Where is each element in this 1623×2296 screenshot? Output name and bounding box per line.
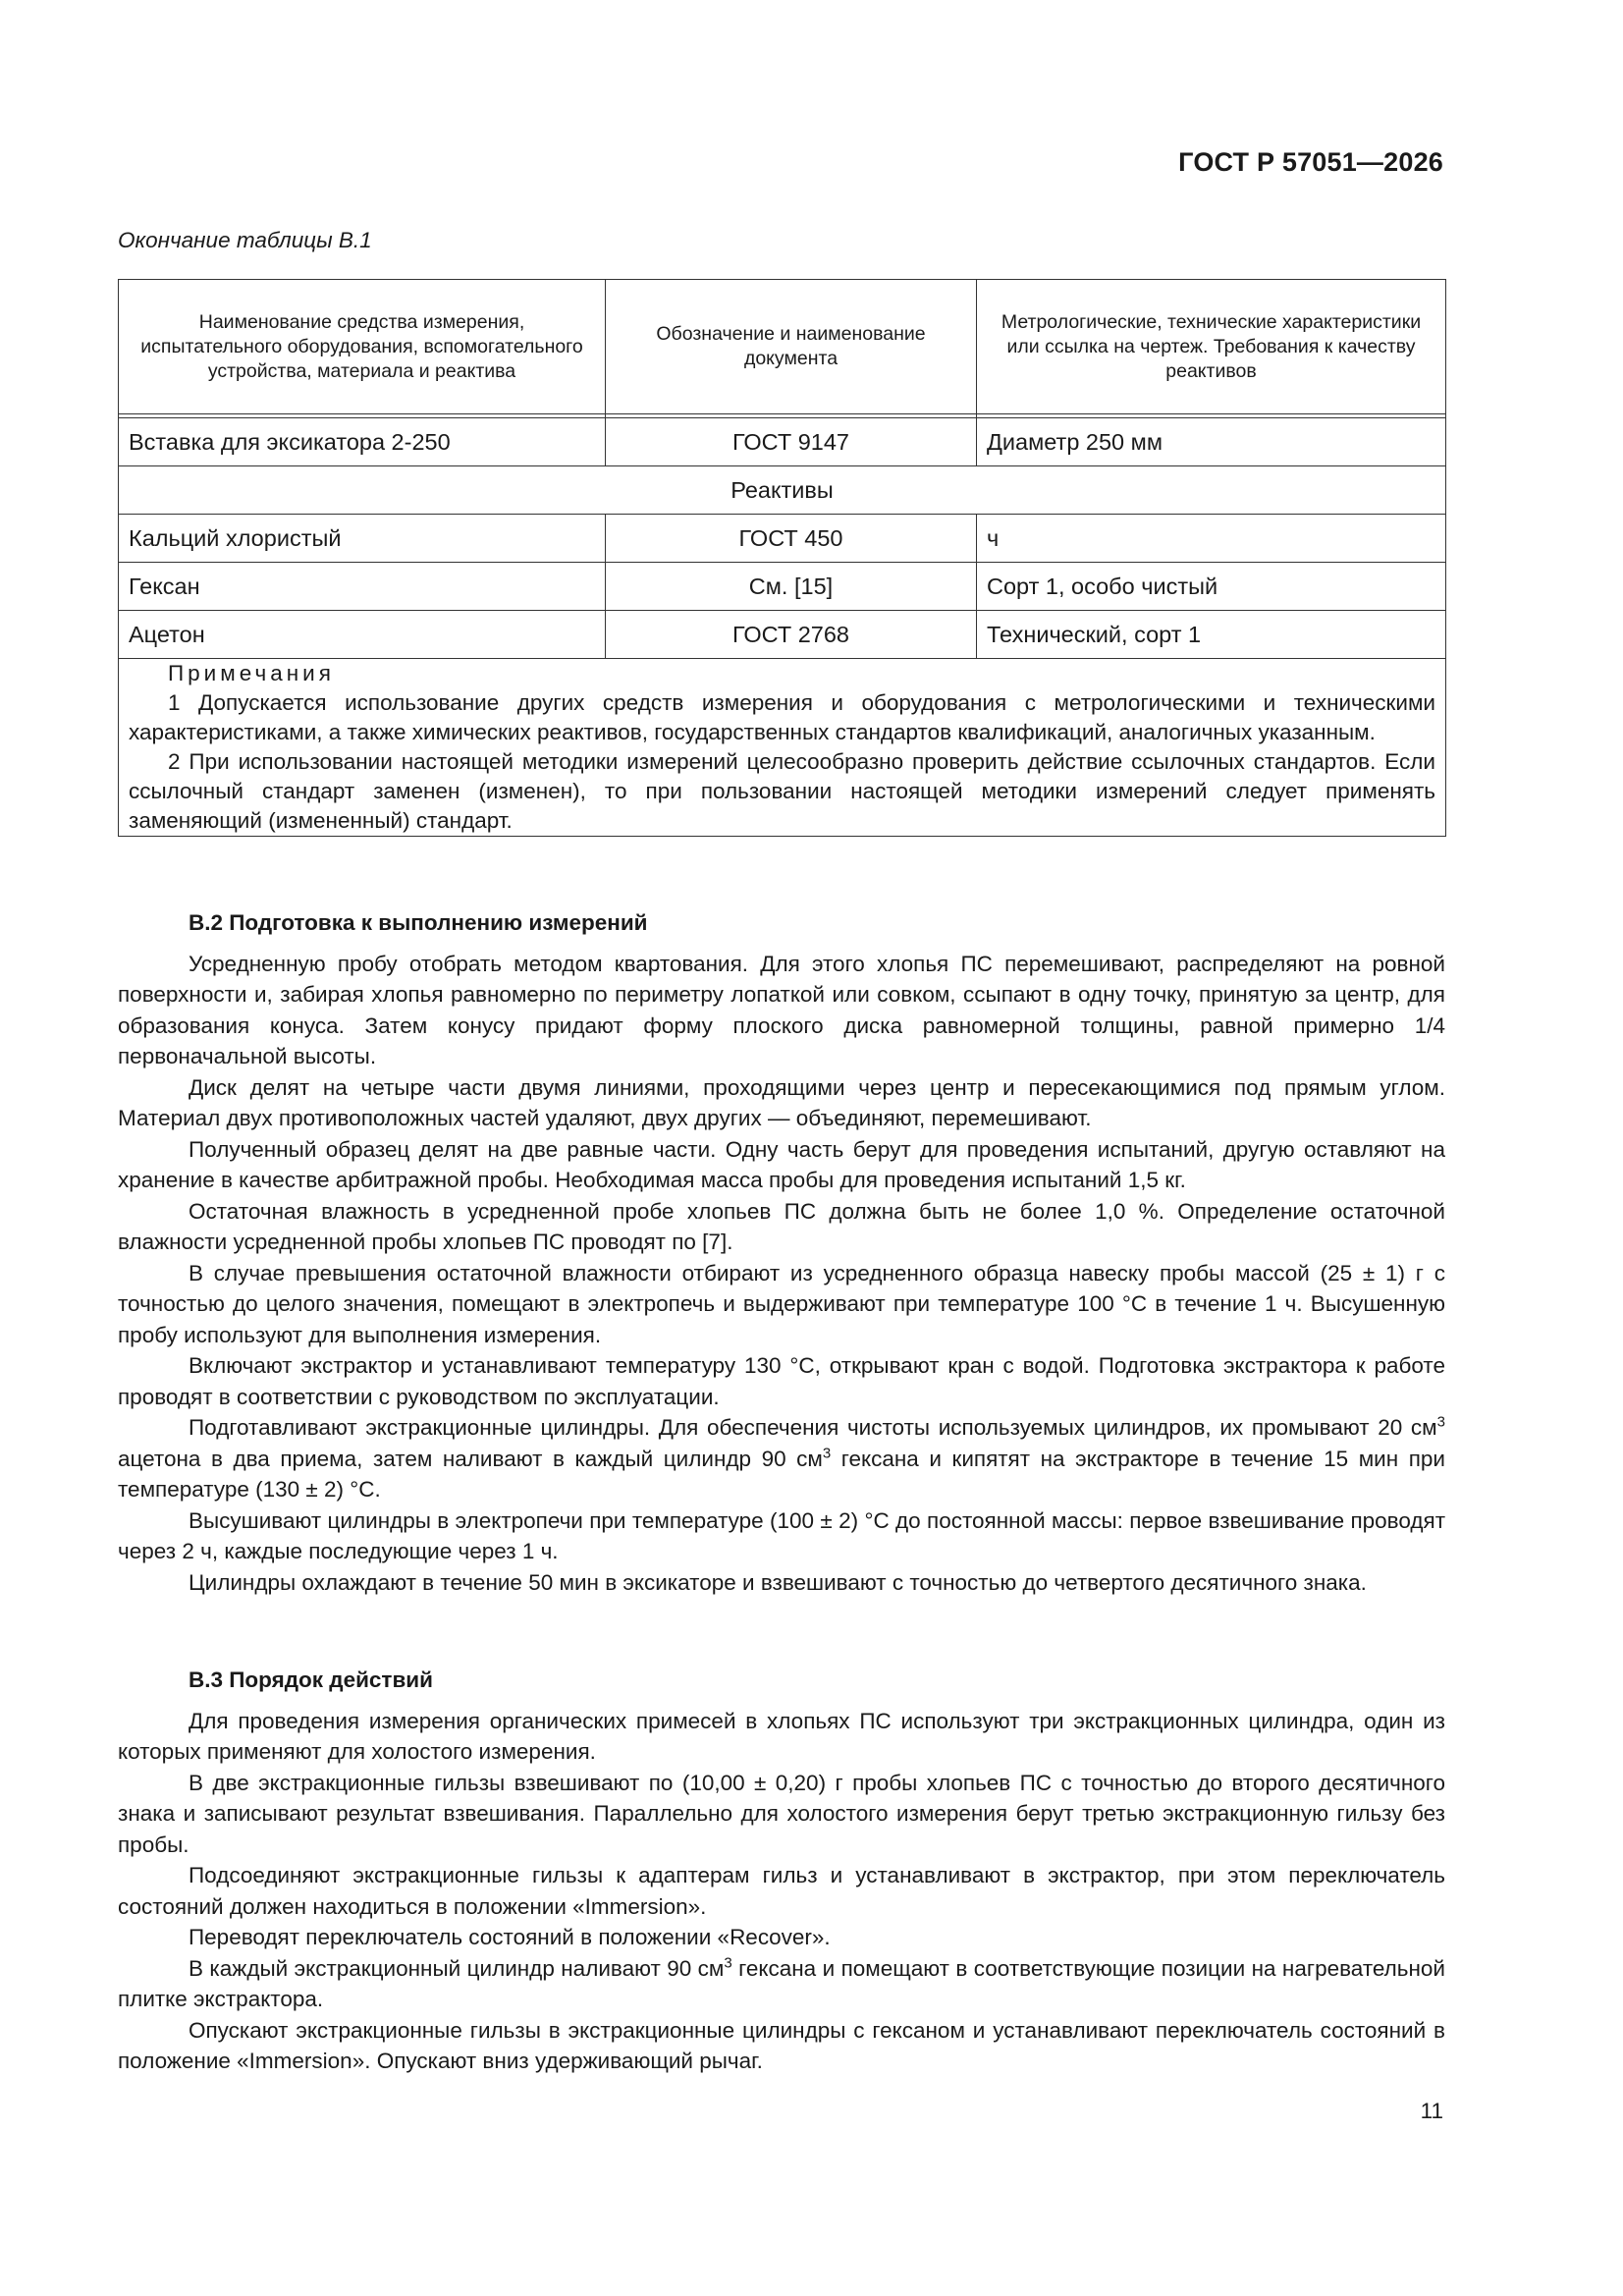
superscript: 3	[1436, 1413, 1445, 1431]
paragraph: В случае превышения остаточной влажности отбирают из усредненного образца навеску пробы массой (25 ± 1) г с точностью до целого значения, помещают в электропечь и выдерживают при температуре 100 °C в течение 1 ч. Высушенную пробу используют для выполнения измерения.	[118, 1260, 1445, 1347]
page-number: 11	[1420, 2099, 1443, 2123]
cell-spec: Технический, сорт 1	[977, 611, 1446, 659]
group-label: Реактивы	[119, 466, 1446, 515]
cell-name: Вставка для эксикатора 2-250	[119, 418, 606, 466]
document-code: ГОСТ Р 57051—2026	[1178, 147, 1443, 177]
paragraph: Для проведения измерения органических примесей в хлопьях ПС используют три экстракционных цилиндра, один из которых применяют для холостого измерения.	[118, 1708, 1445, 1764]
cell-spec: Диаметр 250 мм	[977, 418, 1446, 466]
cell-document: См. [15]	[606, 563, 977, 611]
text-run: В каждый экстракционный цилиндр наливают 90 см	[189, 1955, 725, 1981]
paragraph: Подсоединяют экстракционные гильзы к адаптерам гильз и устанавливают в экстрактор, при этом переключатель состояний должен находиться в положении «Immersion».	[118, 1863, 1445, 1919]
table-notes-row	[119, 659, 1446, 837]
paragraph: Диск делят на четыре части двумя линиями, проходящими через центр и пересекающимися под прямым углом. Материал двух противоположных частей удаляют, двух других — объединяют, перемешивают.	[118, 1074, 1445, 1130]
paragraph: Переводят переключатель состояний в положении «Recover».	[189, 1925, 831, 1949]
equipment-table	[118, 279, 1446, 837]
paragraph	[118, 1953, 1445, 2015]
paragraph	[118, 1412, 1445, 1505]
table-row	[119, 418, 1446, 466]
paragraph: Остаточная влажность в усредненной пробе хлопьев ПС должна быть не более 1,0 %. Определение остаточной влажности усредненной пробы хлопьев ПС проводят по [7].	[118, 1198, 1445, 1254]
table-group-row	[119, 466, 1446, 515]
column-header-document: Обозначение и наименование документа	[606, 280, 977, 414]
text-run: гексана и помещают в соответствующие позиции на нагревательной плитке экстрактора.	[118, 1955, 1446, 2011]
paragraph: Включают экстрактор и устанавливают температуру 130 °C, открывают кран с водой. Подготовка экстрактора к работе проводят в соответствии с руководством по эксплуатации.	[118, 1353, 1445, 1409]
paragraph: Усредненную пробу отобрать методом квартования. Для этого хлопья ПС перемешивают, распределяют на ровной поверхности и, забирая хлопья равномерно по периметру лопаткой или совком, ссыпают в одну точку, принятую за центр, для образования конуса. Затем конусу придают форму плоского диска равномерной толщины, равной примерно 1/4 первоначальной высоты.	[118, 951, 1445, 1068]
cell-name: Гексан	[119, 563, 606, 611]
cell-document: ГОСТ 9147	[606, 418, 977, 466]
table-row	[119, 563, 1446, 611]
paragraph: Высушивают цилиндры в электропечи при температуре (100 ± 2) °C до постоянной массы: первое взвешивание проводят через 2 ч, каждые последующие через 1 ч.	[118, 1507, 1445, 1563]
text-run: гексана и кипятят на экстракторе в течение 15 мин при температуре (130 ± 2) °C.	[118, 1446, 1445, 1502]
paragraph: Цилиндры охлаждают в течение 50 мин в эксикаторе и взвешивают с точностью до четвертого десятичного знака.	[189, 1569, 1367, 1595]
column-header-name: Наименование средства измерения, испытательного оборудования, вспомогательного устройства, материала и реактива	[119, 280, 606, 414]
paragraph: Полученный образец делят на две равные части. Одну часть берут для проведения испытаний, другую оставляют на хранение в качестве арбитражной пробы. Необходимая масса пробы для проведения испытаний 1,5 кг.	[118, 1136, 1445, 1192]
notes-title: Примечания	[168, 661, 335, 685]
table-row	[119, 515, 1446, 563]
section-b3	[118, 1665, 1445, 2077]
cell-spec: Сорт 1, особо чистый	[977, 563, 1446, 611]
paragraph: В две экстракционные гильзы взвешивают по (10,00 ± 0,20) г пробы хлопьев ПС с точностью до второго десятичного знака и записывают результат взвешивания. Параллельно для холостого измерения берут третью экстракционную гильзу без пробы.	[118, 1770, 1445, 1857]
section-b2-heading: В.2 Подготовка к выполнению измерений	[189, 910, 648, 935]
cell-spec: ч	[977, 515, 1446, 563]
text-run: ацетона в два приема, затем наливают в каждый цилиндр 90 см	[118, 1446, 823, 1471]
text-run: Подготавливают экстракционные цилиндры. Для обеспечения чистоты используемых цилиндров, их промывают 20 см	[189, 1415, 1437, 1440]
cell-document: ГОСТ 450	[606, 515, 977, 563]
notes-cell	[119, 659, 1446, 837]
cell-name: Ацетон	[119, 611, 606, 659]
superscript: 3	[724, 1954, 732, 1971]
table-caption: Окончание таблицы В.1	[118, 228, 372, 252]
section-b2	[118, 907, 1445, 1598]
column-header-characteristics: Метрологические, технические характеристики или ссылка на чертеж. Требования к качеству реактивов	[977, 280, 1446, 414]
cell-document: ГОСТ 2768	[606, 611, 977, 659]
paragraph: Опускают экстракционные гильзы в экстракционные цилиндры с гексаном и устанавливают переключатель состояний в положение «Immersion». Опускают вниз удерживающий рычаг.	[118, 2017, 1445, 2073]
cell-name: Кальций хлористый	[119, 515, 606, 563]
superscript: 3	[822, 1445, 832, 1461]
table-row	[119, 611, 1446, 659]
table-header-row	[119, 280, 1446, 414]
section-b3-heading: В.3 Порядок действий	[189, 1667, 433, 1692]
note-2: 2 При использовании настоящей методики измерений целесообразно проверить действие ссылочных стандартов. Если ссылочный стандарт заменен (изменен), то при пользовании настоящей методики измерений следует применять заменяющий (измененный) стандарт.	[129, 749, 1435, 833]
note-1: 1 Допускается использование других средств измерения и оборудования с метрологическими и техническими характеристиками, а также химических реактивов, государственных стандартов квалификаций, аналогичных указанным.	[129, 690, 1435, 744]
